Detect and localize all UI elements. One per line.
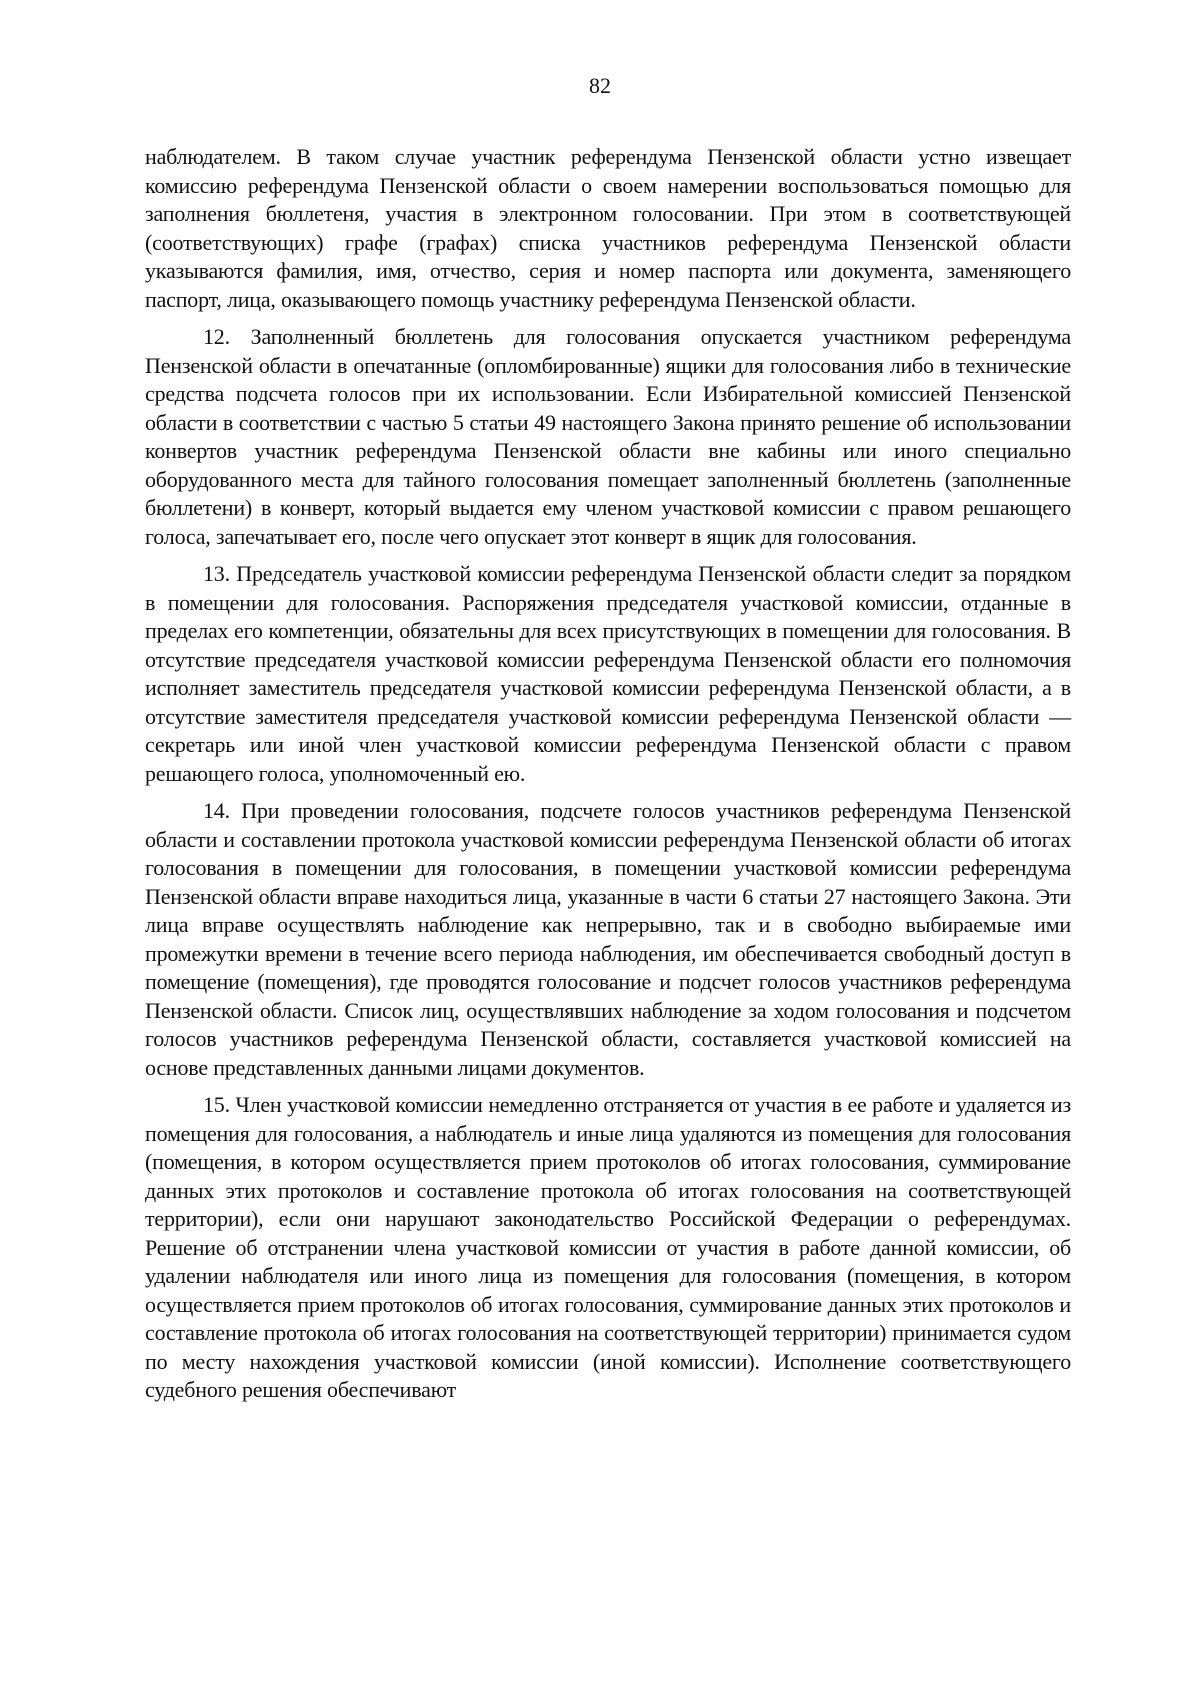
paragraph-15: 15. Член участковой комиссии немедленно отстраняется от участия в ее работе и удаляется из помещения для голосования, а наблюдатель и иные лица удаляются из помещения для голосования (помещения, в котором осуществляется прием протоколов об итогах голосования, суммирование данных этих протоколов и составление протокола об итогах голосования на соответствующей территории), если они нарушают законодательство Российской Федерации о референдумах. Решение об отстранении члена участковой комиссии от участия в работе данной комиссии, об удалении наблюдателя или иного лица из помещения для голосования (помещения, в котором осуществляется прием протоколов об итогах голосования, суммирование данных этих протоколов и составление протокола об итогах голосования на соответствующей территории) принимается судом по месту нахождения участковой комиссии (иной комиссии). Исполнение соответствующего судебного решения обеспечивают <box>145 1092 1071 1402</box>
page-number: 82 <box>589 73 611 98</box>
paragraph-12: 12. Заполненный бюллетень для голосования опускается участником референдума Пензенской области в опечатанные (опломбированные) ящики для голосования либо в технические средства подсчета голосов при их использовании. Если Избирательной комиссией Пензенской области в соответствии с частью 5 статьи 49 настоящего Закона принято решение об использовании конвертов участник референдума Пензенской области вне кабины или иного специально оборудованного места для тайного голосования помещает заполненный бюллетень (заполненные бюллетени) в конверт, который выдается ему членом участковой комиссии с правом решающего голоса, запечатывает его, после чего опускает этот конверт в ящик для голосования. <box>145 324 1071 549</box>
document-body <box>145 143 1071 1414</box>
paragraph-13: 13. Председатель участковой комиссии референдума Пензенской области следит за порядком в помещении для голосования. Распоряжения председателя участковой комиссии, отданные в пределах его компетенции, обязательны для всех присутствующих в помещении для голосования. В отсутствие председателя участковой комиссии референдума Пензенской области его полномочия исполняет заместитель председателя участковой комиссии референдума Пензенской области, а в отсутствие заместителя председателя участковой комиссии референдума Пензенской области — секретарь или иной член участковой комиссии референдума Пензенской области с правом решающего голоса, уполномоченный ею. <box>145 561 1071 786</box>
paragraph-continuation: наблюдателем. В таком случае участник референдума Пензенской области устно извещает комиссию референдума Пензенской области о своем намерении воспользоваться помощью для заполнения бюллетеня, участия в электронном голосовании. При этом в соответствующей (соответствующих) графе (графах) списка участников референдума Пензенской области указываются фамилия, имя, отчество, серия и номер паспорта или документа, заменяющего паспорт, лица, оказывающего помощь участнику референдума Пензенской области. <box>145 144 1071 312</box>
paragraph-14: 14. При проведении голосования, подсчете голосов участников референдума Пензенской области и составлении протокола участковой комиссии референдума Пензенской области об итогах голосования в помещении для голосования, в помещении участковой комиссии референдума Пензенской области вправе находиться лица, указанные в части 6 статьи 27 настоящего Закона. Эти лица вправе осуществлять наблюдение как непрерывно, так и в свободно выбираемые ими промежутки времени в течение всего периода наблюдения, им обеспечивается свободный доступ в помещение (помещения), где проводятся голосование и подсчет голосов участников референдума Пензенской области. Список лиц, осуществлявших наблюдение за ходом голосования и подсчетом голосов участников референдума Пензенской области, составляется участковой комиссией на основе представленных данными лицами документов. <box>145 798 1071 1080</box>
